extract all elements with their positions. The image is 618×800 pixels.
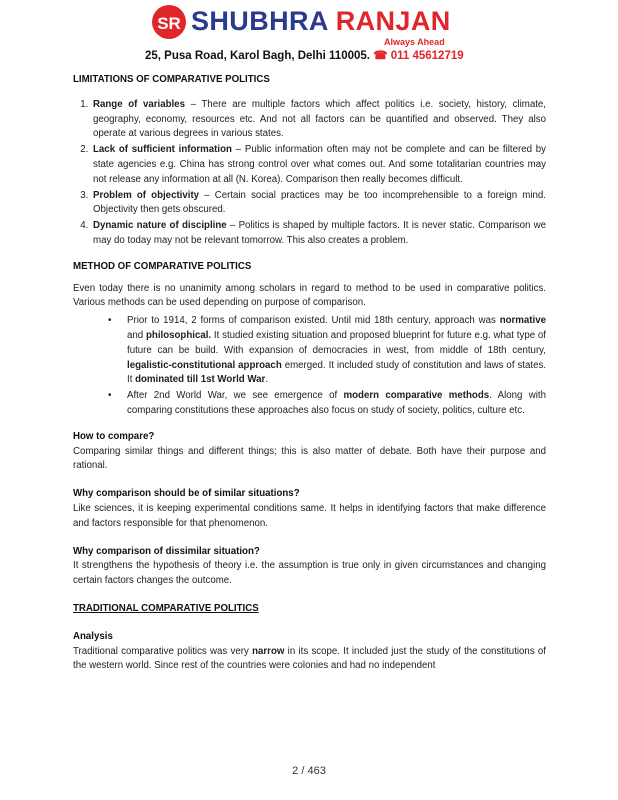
section-title-similar: Why comparison should be of similar situations? [73,488,300,500]
bullet-text: Prior to 1914, 2 forms of comparison existed. Until mid 18th century, approach was [127,315,500,327]
limitation-text: – There are multiple factors which affect politics i.e. society, history, climate, geography, economy, resources etc. And not all factors can be quantified and observed. They also operate at various degrees in various states. [93,98,546,140]
method-bullet-item [108,389,546,419]
limitation-item [91,143,546,187]
limitation-term: Dynamic nature of discipline [93,220,227,232]
method-bullet-item [108,314,546,388]
analysis-text-part: in its scope. It included just the study of the constitutions of the western world. Since rest of the countries were colonies and had no independent [73,645,547,672]
bullet-bold: modern comparative methods [343,390,490,402]
section-title-method: METHOD OF COMPARATIVE POLITICS [73,260,252,272]
bullet-text: It studied existing situation and proposed blueprint for future e.g. what type of future can be build. With expansion of democracies in west, from middle of 18th century, [127,329,546,356]
section-title-dissimilar: Why comparison of dissimilar situation? [73,545,260,557]
how-to-compare-text: Comparing similar things and different things; this is also matter of debate. Both have their purpose and rational. [73,445,546,472]
bullet-text: . Along with comparing constitutions these approaches also focus on study of society, politics, culture etc. [127,390,546,416]
limitation-text: – Certain social practices may be too incomprehensible to a foreign mind. Objectivity then gets obscured. [93,189,546,216]
bullet-bold: dominated till 1st World War [135,374,266,386]
dissimilar-text: It strengthens the hypothesis of theory i.e. the assumption is true only in given circumstances and changing certain factors changes the outcome. [73,560,546,587]
analysis-text [73,645,546,675]
bullet-bold: normative [499,315,546,327]
brand-name [191,6,451,37]
bullet-icon: • [108,315,112,327]
limitation-item [91,98,546,142]
limitations-list [73,98,546,249]
bullet-text: . [265,374,269,386]
page-header [0,0,618,66]
section-title-limitations: LIMITATIONS OF COMPARATIVE POLITICS [73,74,270,85]
phone-icon: ☎ [373,50,388,62]
page-number: 2 / 463 [292,765,326,777]
similar-text: Like sciences, it is keeping experimental conditions same. It helps in identifying factors that make difference and factors responsible for that phenomenon. [73,502,546,529]
limitation-term: Problem of objectivity [93,189,200,201]
limitation-item [91,189,546,219]
bullet-text: and [127,329,146,341]
brand-name-part1: SHUBHRA [191,6,328,36]
phone-number: 011 45612719 [390,50,464,62]
bullet-icon: • [108,390,112,402]
limitation-text: – Public information often may not be complete and can be filtered by state agencies e.g. China has strong control over what comes out. And some totalitarian countries may not release any information at all (N. Korea). Comparison then really becomes difficult. [93,144,546,185]
bullet-bold: legalistic-constitutional approach [127,359,282,371]
brand-logo-icon [152,5,186,39]
limitation-term: Lack of sufficient information [93,144,232,156]
analysis-bold: narrow [252,645,285,657]
section-title-analysis: Analysis [73,630,113,642]
bullet-text: emerged. It included study of constitution and laws of states. It [127,359,546,386]
method-bullet-list [73,314,546,419]
analysis-text-part: Traditional comparative politics was very [73,645,253,657]
document-body [73,71,546,674]
address-text: 25, Pusa Road, Karol Bagh, Delhi 110005. [145,50,370,62]
limitation-text: – Politics is shaped by multiple factors. It is never static. Comparison we may do today may not be relevant tomorrow. This also creates a problem. [93,220,547,246]
section-title-how-to-compare: How to compare? [73,430,155,442]
section-title-traditional: TRADITIONAL COMPARATIVE POLITICS [73,602,259,614]
brand-name-part2: RANJAN [335,6,451,36]
limitation-term: Range of variables [93,98,185,110]
limitation-item [91,219,546,249]
brand-tagline: Always Ahead [384,37,445,47]
bullet-text: After 2nd World War, we see emergence of [127,390,344,402]
method-intro: Even today there is no unanimity among scholars in regard to method to be used in comparative politics. Various methods can be used depending on purpose of comparison. [73,282,546,309]
svg-text:SR: SR [157,14,181,33]
header-address-line [145,48,464,62]
bullet-bold: philosophical. [145,329,212,341]
